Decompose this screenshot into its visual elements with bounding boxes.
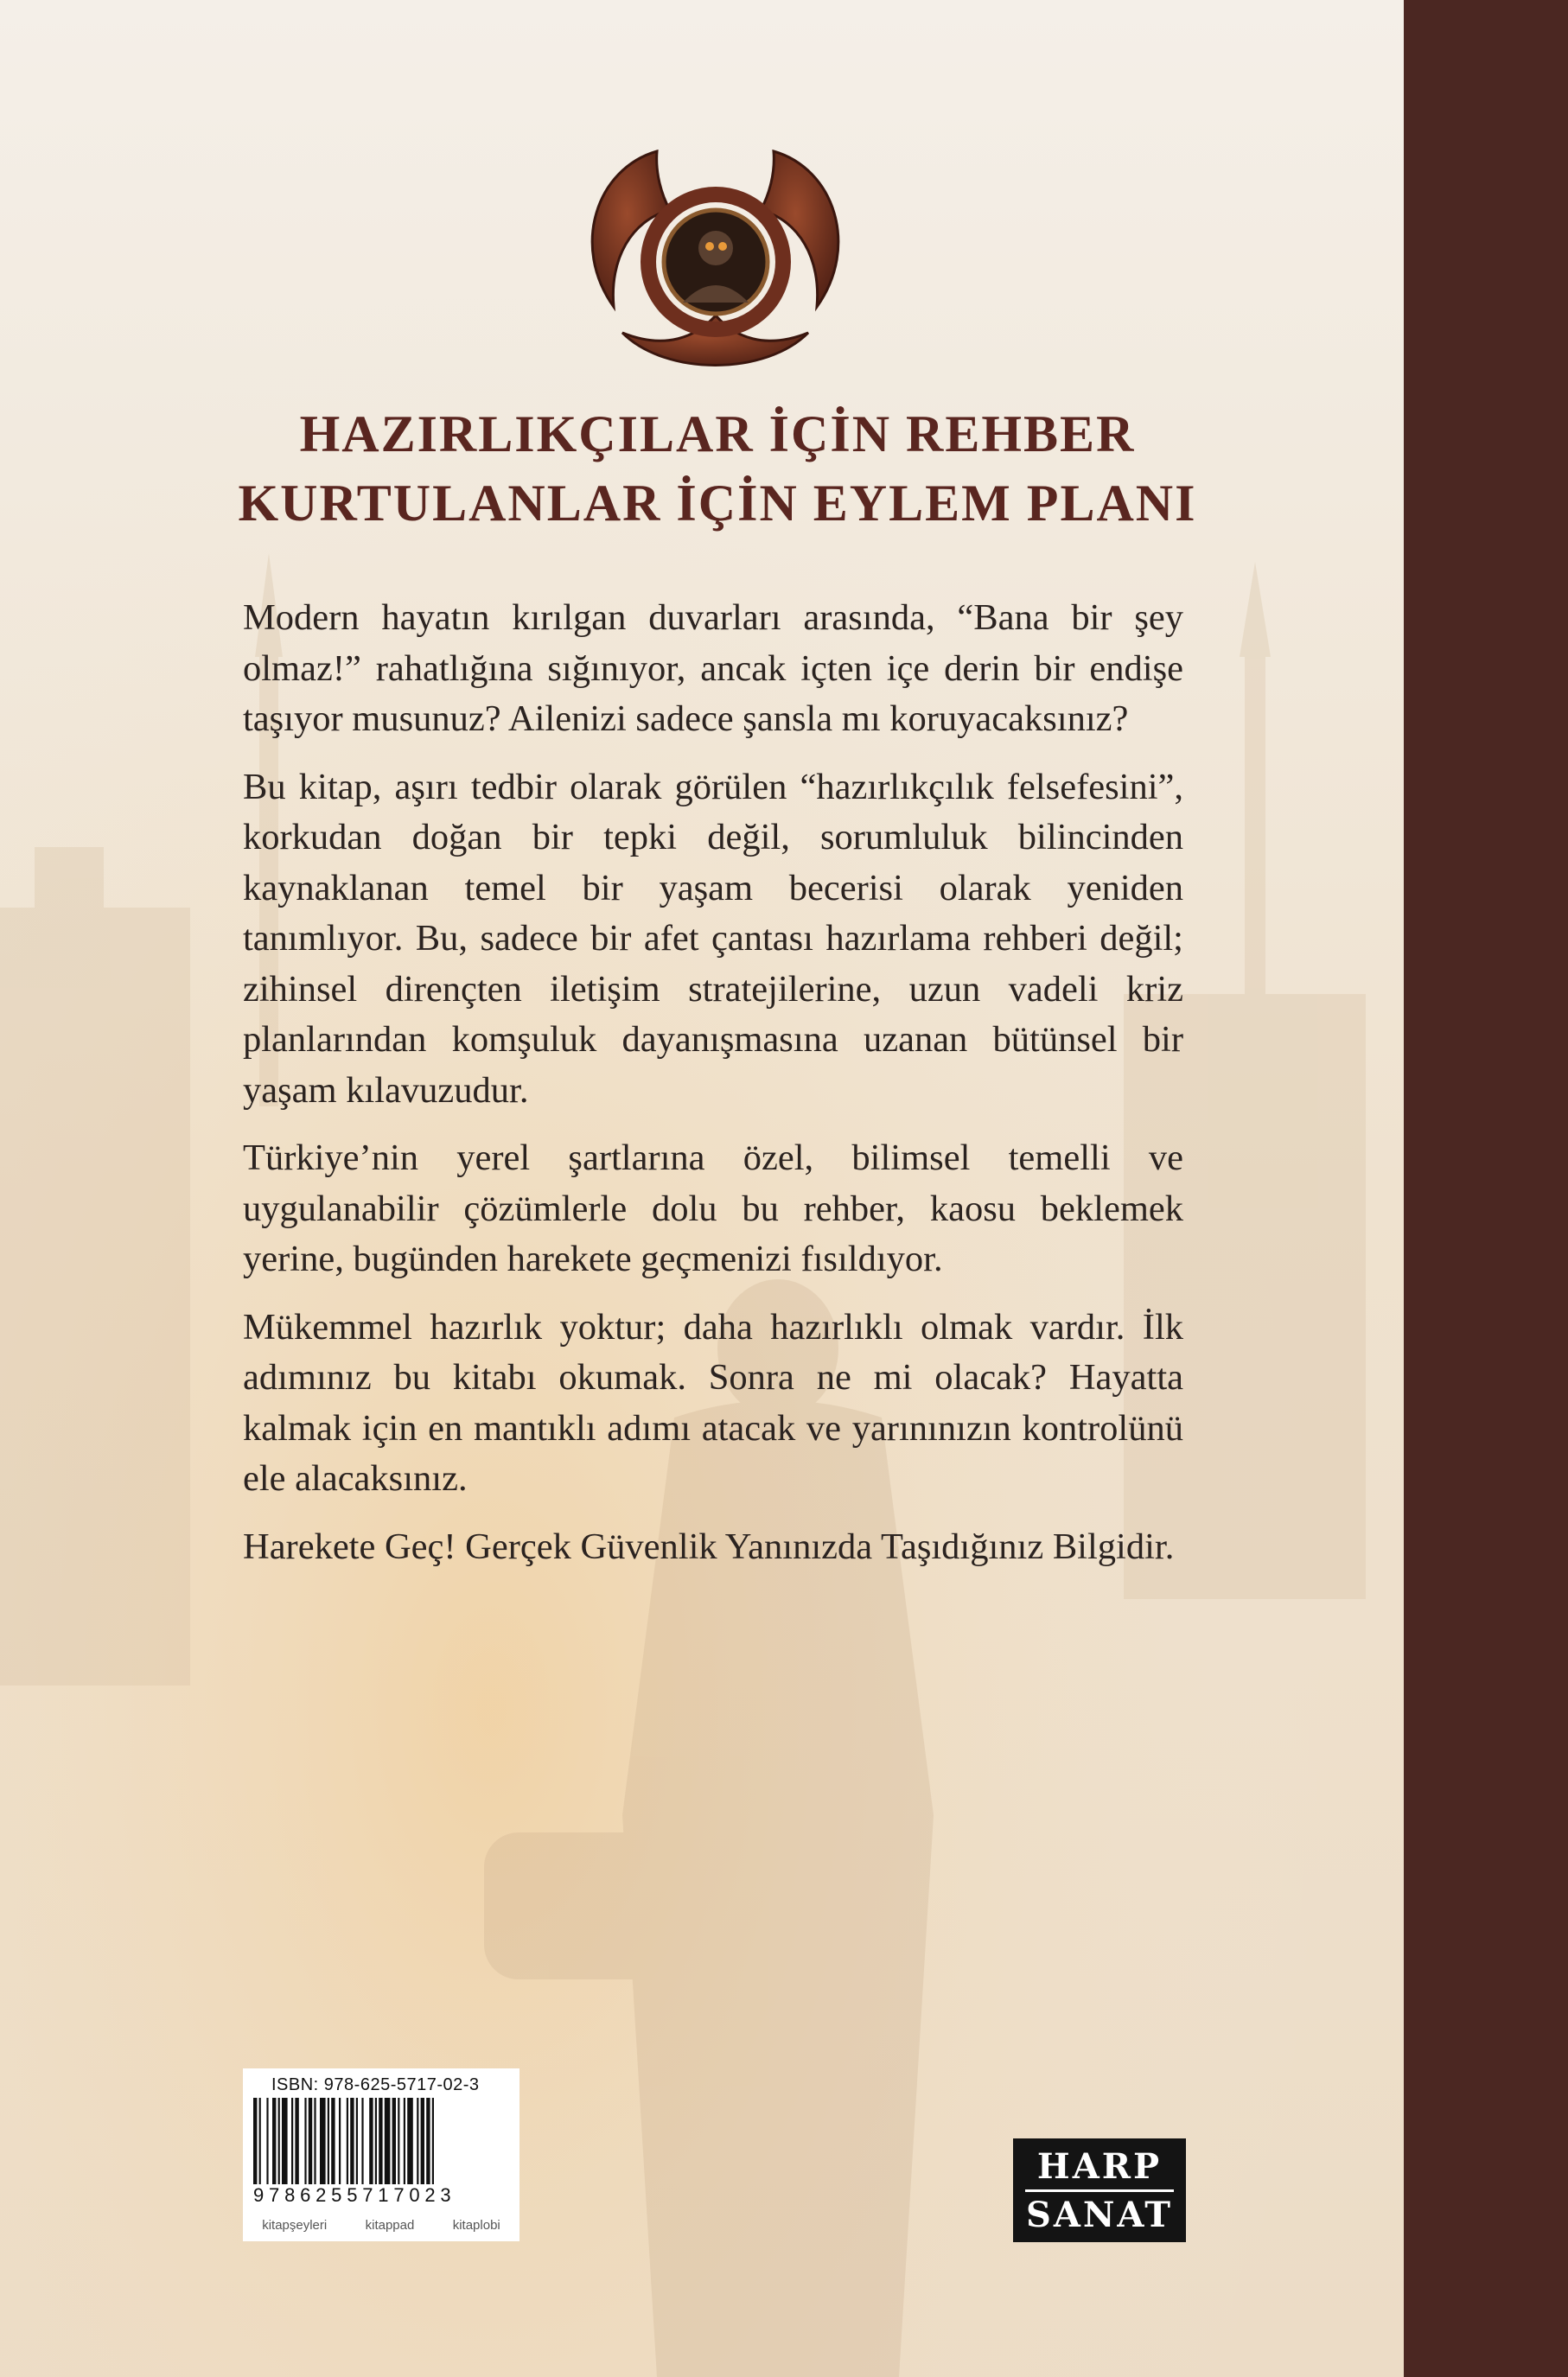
barcode-number: 9786255717023 <box>253 2184 456 2206</box>
blurb-text <box>243 593 1183 1590</box>
publisher-logo <box>1013 2138 1186 2242</box>
biohazard-emblem-icon <box>562 117 869 385</box>
blurb-paragraph: Bu kitap, aşırı tedbir olarak görülen “hazırlıkçılık felsefesini”, korkudan doğan bir tepki değil, sorumluluk bilincinden kaynaklanan temel bir yaşam becerisi olarak yeniden tanımlıyor. Bu, sadece bir afet çantası hazırlama rehberi değil; zihinsel dirençten iletişim stratejilerine, uzun vadeli kriz planlarından komşuluk dayanışmasına uzanan bütünsel bir yaşam kılavuzudur. <box>243 766 1183 1111</box>
store-logos <box>243 2214 519 2236</box>
headline-line-1: HAZIRLIKÇILAR İÇİN REHBER <box>299 405 1136 462</box>
store-logo: kitappad <box>365 2217 415 2233</box>
isbn-barcode-panel <box>243 2068 519 2241</box>
blurb-paragraph: Türkiye’nin yerel şartlarına özel, bilimsel temelli ve uygulanabilir çözümlerle dolu bu rehber, kaosu beklemek yerine, bugünden harekete geçmenizi fısıldıyor. <box>243 1138 1183 1279</box>
isbn-label: ISBN: 978-625-5717-02-3 <box>271 2075 480 2094</box>
headline-line-2: KURTULANLAR İÇİN EYLEM PLANI <box>238 475 1197 532</box>
blurb-paragraph: Mükemmel hazırlık yoktur; daha hazırlıklı olmak vardır. İlk adımınız bu kitabı okumak. Sonra ne mi olacak? Hayatta kalmak için en mantıklı adımı atacak ve yarınınızın kontrolünü ele alacaksınız. <box>243 1306 1183 1499</box>
store-logo: kitaplobi <box>452 2217 500 2233</box>
publisher-name-line-1: HARP <box>1036 2146 1163 2187</box>
blurb-paragraph: Modern hayatın kırılgan duvarları arasında, “Bana bir şey olmaz!” rahatlığına sığınıyor, ancak içten içe derin bir endişe taşıyor musunuz? Ailenizi sadece şansla mı koruyacaksınız? <box>243 597 1183 739</box>
publisher-name-line-2: SANAT <box>1025 2195 1174 2235</box>
store-logo: kitapşeyleri <box>262 2217 328 2233</box>
blurb-tagline: Harekete Geç! Gerçek Güvenlik Yanınızda Taşıdığınız Bilgidir. <box>243 1526 1175 1567</box>
book-spine-strip <box>1404 0 1568 2377</box>
publisher-divider <box>1025 2189 1174 2192</box>
barcode-icon <box>253 2098 509 2184</box>
